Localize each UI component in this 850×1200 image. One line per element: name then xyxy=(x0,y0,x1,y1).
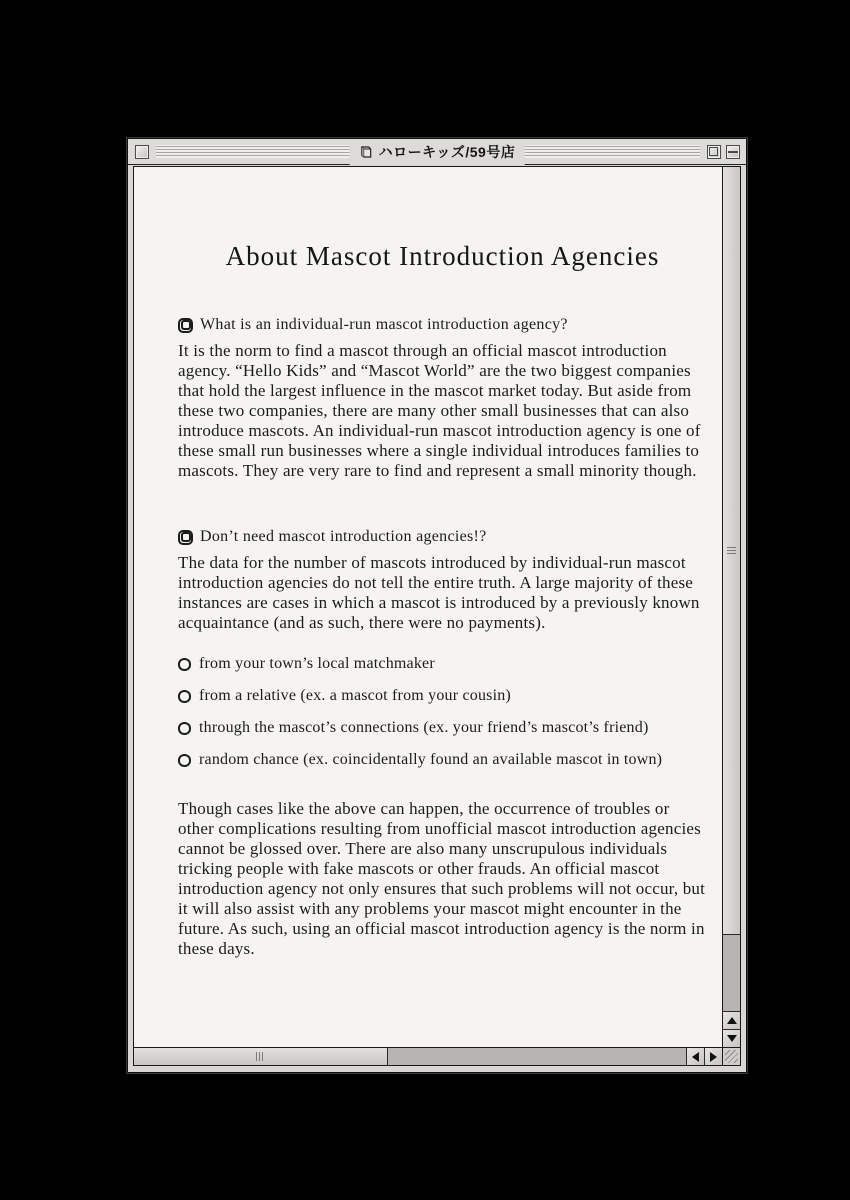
horizontal-scrollbar[interactable] xyxy=(134,1047,722,1065)
list-item-label: from a relative (ex. a mascot from your cousin) xyxy=(199,687,511,704)
double-circle-icon xyxy=(178,530,193,545)
arrow-right-icon xyxy=(710,1052,717,1062)
document-proxy-icon xyxy=(359,145,374,160)
scroll-down-button[interactable] xyxy=(723,1029,740,1047)
section-heading-1 xyxy=(178,316,707,334)
close-button[interactable] xyxy=(135,145,149,159)
thumb-ridges-icon xyxy=(256,1052,264,1061)
arrow-down-icon xyxy=(727,1035,737,1042)
list-item xyxy=(178,687,707,705)
list-item-label: random chance (ex. coincidentally found an available mascot in town) xyxy=(199,751,663,768)
acquaintance-list xyxy=(178,655,707,769)
thumb-ridges-icon xyxy=(727,547,736,555)
scroll-up-button[interactable] xyxy=(723,1011,740,1029)
window-resize-handle[interactable] xyxy=(722,1047,740,1065)
vertical-scroll-thumb[interactable] xyxy=(723,167,740,935)
vertical-scroll-track[interactable] xyxy=(723,167,740,1011)
content-frame xyxy=(133,166,741,1066)
arrow-left-icon xyxy=(692,1052,699,1062)
circle-bullet-icon xyxy=(178,658,191,671)
section-heading-2 xyxy=(178,528,707,546)
section-body-2: The data for the number of mascots introduced by individual-run mascot introduction agencies do not tell the entire truth. A large majority of these instances are cases in which a mascot is introduced by a previously known acquaintance (and as such, there were no payments). xyxy=(178,553,700,632)
circle-bullet-icon xyxy=(178,722,191,735)
list-item xyxy=(178,751,707,769)
scroll-left-button[interactable] xyxy=(686,1048,704,1065)
scroll-right-button[interactable] xyxy=(704,1048,722,1065)
section-body-1: It is the norm to find a mascot through an official mascot introduction agency. “Hello Kids” and “Mascot World” are the two biggest companies that hold the largest influence in the mascot market today. But aside from these two companies, there are many other small businesses that can also introduce mascots. An individual-run mascot introduction agency is one of these small run businesses where a single individual introduces families to mascots. They are very rare to find and represent a small minority though. xyxy=(178,341,701,480)
double-circle-icon xyxy=(178,318,193,333)
closing-paragraph: Though cases like the above can happen, the occurrence of troubles or other complications resulting from unofficial mascot introduction agencies cannot be glossed over. There are also many unscrupulous individuals tricking people with fake mascots or other frauds. An official mascot introduction agency not only ensures that such problems will not occur, but it will also assist with any problems your mascot might encounter in the future. As such, using an official mascot introduction agency is the norm in these days. xyxy=(178,799,706,958)
zoom-button[interactable] xyxy=(707,145,721,159)
circle-bullet-icon xyxy=(178,754,191,767)
document-view xyxy=(134,167,722,1047)
window-title: ハローキッズ/59号店 xyxy=(378,144,516,160)
list-item xyxy=(178,719,707,737)
horizontal-scroll-track[interactable] xyxy=(134,1048,686,1065)
list-item xyxy=(178,655,707,673)
window-title-area xyxy=(350,139,525,165)
title-bar[interactable] xyxy=(128,139,746,165)
collapse-button[interactable] xyxy=(726,145,740,159)
section-heading-2-label: Don’t need mascot introduction agencies!? xyxy=(200,528,487,545)
page-title: About Mascot Introduction Agencies xyxy=(225,241,660,271)
horizontal-scroll-thumb[interactable] xyxy=(134,1048,388,1065)
arrow-up-icon xyxy=(727,1017,737,1024)
section-heading-1-label: What is an individual-run mascot introduction agency? xyxy=(200,316,568,333)
app-window xyxy=(127,138,747,1073)
list-item-label: from your town’s local matchmaker xyxy=(199,655,435,672)
circle-bullet-icon xyxy=(178,690,191,703)
list-item-label: through the mascot’s connections (ex. your friend’s mascot’s friend) xyxy=(199,719,649,736)
vertical-scrollbar[interactable] xyxy=(722,167,740,1047)
